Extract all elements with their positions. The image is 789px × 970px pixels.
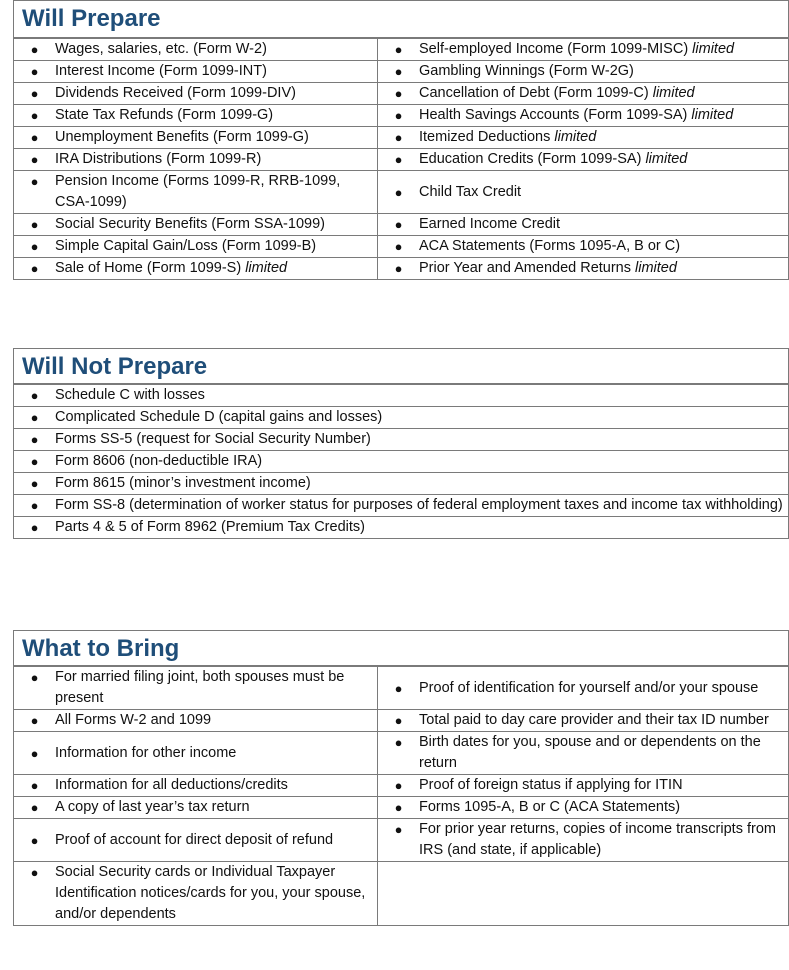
table-cell [14, 105, 378, 127]
item-text [419, 105, 784, 126]
item-text [55, 495, 784, 516]
bullet-icon: ● [30, 498, 39, 513]
item-text [55, 862, 373, 925]
list-item [378, 236, 784, 257]
item-text [55, 517, 784, 538]
table-cell [14, 39, 378, 61]
item-label: Cancellation of Debt (Form 1099-C) [419, 85, 653, 101]
bullet-icon: ● [30, 778, 39, 793]
bullet-icon: ● [30, 42, 39, 57]
list-item [14, 258, 373, 279]
bullet-icon: ● [394, 822, 403, 837]
table-row [14, 732, 789, 775]
table-cell [378, 61, 789, 83]
table-cell [14, 258, 378, 280]
table-row [14, 667, 789, 710]
item-label: Prior Year and Amended Returns [419, 260, 636, 276]
what-to-bring-section [13, 630, 789, 926]
list-item [378, 105, 784, 126]
item-label: Total paid to day care provider and their tax ID number [419, 712, 769, 728]
item-label: Simple Capital Gain/Loss (Form 1099-B) [55, 238, 317, 254]
table-cell [378, 214, 789, 236]
item-label: Birth dates for you, spouse and or dependents on the return [419, 734, 761, 771]
table-cell [14, 171, 378, 214]
what-to-bring-heading: What to Bring [13, 630, 789, 666]
item-text [419, 819, 784, 861]
bullet-icon: ● [394, 239, 403, 254]
table-cell [14, 61, 378, 83]
table-row [14, 105, 789, 127]
item-text [55, 775, 373, 796]
bullet-icon: ● [394, 108, 403, 123]
list-item [14, 743, 373, 764]
bullet-icon: ● [394, 64, 403, 79]
item-label: Education Credits (Form 1099-SA) [419, 151, 646, 167]
list-item [378, 258, 784, 279]
bullet-icon: ● [394, 680, 403, 696]
table-cell [378, 39, 789, 61]
list-item [14, 517, 784, 538]
item-label: Schedule C with losses [55, 387, 205, 403]
list-item [14, 61, 373, 82]
list-item [378, 149, 784, 170]
bullet-icon: ● [30, 520, 39, 535]
item-label: Forms SS-5 (request for Social Security Number) [55, 431, 371, 447]
item-text [419, 236, 784, 257]
bullet-icon: ● [394, 778, 403, 793]
item-text [419, 182, 784, 203]
bullet-icon: ● [394, 217, 403, 232]
list-item [378, 127, 784, 148]
item-text [55, 743, 373, 764]
bullet-icon: ● [30, 670, 39, 685]
table-row [14, 429, 789, 451]
item-text [419, 775, 784, 796]
list-item [14, 407, 784, 428]
item-text [55, 407, 784, 428]
table-cell [378, 171, 789, 214]
item-label: For married filing joint, both spouses must be present [55, 669, 345, 706]
table-cell [14, 451, 789, 473]
item-text [55, 385, 784, 406]
item-label: Social Security cards or Individual Taxpayer Identification notices/cards for you, your spouse, and/or dependents [55, 864, 366, 922]
list-item [14, 105, 373, 126]
item-text [55, 83, 373, 104]
item-label: Pension Income (Forms 1099-R, RRB-1099, CSA-1099) [55, 173, 341, 210]
will-not-prepare-section [13, 348, 789, 539]
bullet-icon: ● [30, 832, 39, 848]
item-label: Information for all deductions/credits [55, 777, 288, 793]
bullet-icon: ● [30, 108, 39, 123]
table-row [14, 710, 789, 732]
item-label: Form SS-8 (determination of worker status for purposes of federal employment taxes and income tax withholding) [55, 497, 783, 513]
bullet-icon: ● [394, 130, 403, 145]
table-cell [14, 214, 378, 236]
bullet-icon: ● [30, 713, 39, 728]
item-text [419, 710, 784, 731]
item-label: Sale of Home (Form 1099-S) [55, 260, 246, 276]
limited-note: limited [645, 151, 688, 167]
table-row [14, 407, 789, 429]
table-cell [378, 797, 789, 819]
table-row [14, 149, 789, 171]
table-cell [378, 127, 789, 149]
list-item [378, 214, 784, 235]
item-text [55, 830, 373, 851]
table-cell [14, 236, 378, 258]
table-cell [14, 127, 378, 149]
bullet-icon: ● [30, 174, 39, 189]
table-row [14, 797, 789, 819]
bullet-icon: ● [30, 865, 39, 880]
item-label: Forms 1095-A, B or C (ACA Statements) [419, 799, 681, 815]
will-not-prepare-heading: Will Not Prepare [13, 348, 789, 384]
table-cell [14, 819, 378, 862]
will-prepare-section [13, 0, 789, 280]
item-text [55, 667, 373, 709]
item-label: A copy of last year’s tax return [55, 799, 250, 815]
list-item [378, 678, 784, 699]
item-label: Child Tax Credit [419, 183, 522, 200]
limited-note: limited [691, 107, 734, 123]
item-text [55, 797, 373, 818]
item-label: All Forms W-2 and 1099 [55, 712, 212, 728]
table-row [14, 171, 789, 214]
bullet-icon: ● [30, 432, 39, 447]
item-text [55, 710, 373, 731]
list-item [14, 83, 373, 104]
table-cell [14, 473, 789, 495]
list-item [14, 385, 784, 406]
table-cell [378, 775, 789, 797]
list-item [14, 830, 373, 851]
item-text [55, 473, 784, 494]
table-cell [378, 732, 789, 775]
list-item [14, 797, 373, 818]
list-item [14, 127, 373, 148]
item-label: Proof of foreign status if applying for ITIN [419, 777, 683, 793]
what-to-bring-table [13, 666, 789, 926]
item-label: Proof of identification for yourself and/or your spouse [419, 679, 759, 696]
item-text [419, 732, 784, 774]
list-item [378, 797, 784, 818]
item-text [419, 127, 784, 148]
will-prepare-heading: Will Prepare [13, 0, 789, 38]
table-cell [378, 236, 789, 258]
bullet-icon: ● [30, 64, 39, 79]
item-label: Form 8606 (non-deductible IRA) [55, 453, 263, 469]
table-row [14, 39, 789, 61]
item-label: Self-employed Income (Form 1099-MISC) [419, 41, 693, 57]
item-label: Proof of account for direct deposit of refund [55, 831, 334, 848]
table-cell [378, 819, 789, 862]
table-row [14, 214, 789, 236]
bullet-icon: ● [30, 476, 39, 491]
item-label: ACA Statements (Forms 1095-A, B or C) [419, 238, 681, 254]
item-label: Information for other income [55, 744, 237, 761]
bullet-icon: ● [394, 152, 403, 167]
list-item [14, 667, 373, 709]
table-cell [14, 862, 378, 926]
item-text [419, 39, 784, 60]
item-text [55, 214, 373, 235]
item-text [55, 451, 784, 472]
table-cell [14, 385, 789, 407]
item-text [55, 39, 373, 60]
bullet-icon: ● [394, 42, 403, 57]
list-item [14, 149, 373, 170]
table-cell [14, 710, 378, 732]
item-label: IRA Distributions (Form 1099-R) [55, 151, 262, 167]
bullet-icon: ● [30, 261, 39, 276]
bullet-icon: ● [394, 735, 403, 750]
limited-note: limited [554, 129, 597, 145]
list-item [378, 775, 784, 796]
bullet-icon: ● [30, 454, 39, 469]
item-label: Health Savings Accounts (Form 1099-SA) [419, 107, 692, 123]
item-text [419, 83, 784, 104]
bullet-icon: ● [30, 152, 39, 167]
table-cell [14, 797, 378, 819]
list-item [378, 710, 784, 731]
table-row [14, 127, 789, 149]
bullet-icon: ● [30, 130, 39, 145]
bullet-icon: ● [30, 86, 39, 101]
table-cell [14, 407, 789, 429]
table-row [14, 83, 789, 105]
bullet-icon: ● [394, 261, 403, 276]
list-item [14, 473, 784, 494]
item-text [419, 258, 784, 279]
table-cell [14, 667, 378, 710]
item-text [55, 105, 373, 126]
list-item [378, 83, 784, 104]
list-item [14, 495, 784, 516]
table-cell [378, 149, 789, 171]
table-row [14, 385, 789, 407]
bullet-icon: ● [30, 388, 39, 403]
will-not-prepare-table [13, 384, 789, 539]
table-cell [14, 495, 789, 517]
table-cell [14, 517, 789, 539]
list-item [14, 775, 373, 796]
item-label: Parts 4 & 5 of Form 8962 (Premium Tax Credits) [55, 519, 365, 535]
item-text [55, 171, 373, 213]
table-cell [378, 83, 789, 105]
table-row [14, 495, 789, 517]
bullet-icon: ● [30, 410, 39, 425]
list-item [378, 732, 784, 774]
item-label: Wages, salaries, etc. (Form W-2) [55, 41, 267, 57]
list-item [14, 236, 373, 257]
limited-note: limited [652, 85, 695, 101]
item-label: Form 8615 (minor’s investment income) [55, 475, 311, 491]
list-item [378, 819, 784, 861]
item-text [55, 236, 373, 257]
bullet-icon: ● [30, 800, 39, 815]
table-row [14, 236, 789, 258]
bullet-icon: ● [30, 745, 39, 761]
table-cell [378, 667, 789, 710]
limited-note: limited [692, 41, 735, 57]
item-label: Social Security Benefits (Form SSA-1099) [55, 216, 325, 232]
item-text [419, 149, 784, 170]
list-item [14, 39, 373, 60]
table-row [14, 819, 789, 862]
will-prepare-table [13, 38, 789, 280]
bullet-icon: ● [30, 217, 39, 232]
bullet-icon: ● [394, 86, 403, 101]
table-cell [14, 775, 378, 797]
item-text [55, 127, 373, 148]
table-row [14, 862, 789, 926]
table-cell [14, 83, 378, 105]
table-row [14, 517, 789, 539]
list-item [14, 429, 784, 450]
item-text [55, 429, 784, 450]
table-cell [378, 862, 789, 926]
table-cell [378, 258, 789, 280]
item-label: Complicated Schedule D (capital gains and losses) [55, 409, 383, 425]
bullet-icon: ● [394, 800, 403, 815]
list-item [14, 710, 373, 731]
item-text [55, 149, 373, 170]
table-cell [378, 105, 789, 127]
item-label: Interest Income (Form 1099-INT) [55, 63, 267, 79]
item-text [55, 61, 373, 82]
list-item [378, 61, 784, 82]
table-cell [14, 429, 789, 451]
item-text [419, 678, 784, 699]
list-item [14, 862, 373, 925]
bullet-icon: ● [30, 239, 39, 254]
table-row [14, 473, 789, 495]
list-item [14, 451, 784, 472]
table-cell [14, 732, 378, 775]
table-row [14, 61, 789, 83]
item-text [419, 797, 784, 818]
table-cell [378, 710, 789, 732]
list-item [14, 171, 373, 213]
bullet-icon: ● [394, 184, 403, 200]
table-cell [14, 149, 378, 171]
item-label: Dividends Received (Form 1099-DIV) [55, 85, 296, 101]
table-row [14, 258, 789, 280]
list-item [378, 39, 784, 60]
item-text [55, 258, 373, 279]
item-text [419, 214, 784, 235]
table-row [14, 775, 789, 797]
limited-note: limited [245, 260, 288, 276]
item-text [419, 61, 784, 82]
list-item [14, 214, 373, 235]
item-label: State Tax Refunds (Form 1099-G) [55, 107, 274, 123]
limited-note: limited [635, 260, 677, 276]
item-label: For prior year returns, copies of income transcripts from IRS (and state, if applicable) [419, 821, 776, 858]
item-label: Itemized Deductions [419, 129, 555, 145]
table-row [14, 451, 789, 473]
item-label: Unemployment Benefits (Form 1099-G) [55, 129, 309, 145]
list-item [378, 182, 784, 203]
bullet-icon: ● [394, 713, 403, 728]
item-label: Earned Income Credit [419, 216, 561, 232]
item-label: Gambling Winnings (Form W-2G) [419, 63, 634, 79]
